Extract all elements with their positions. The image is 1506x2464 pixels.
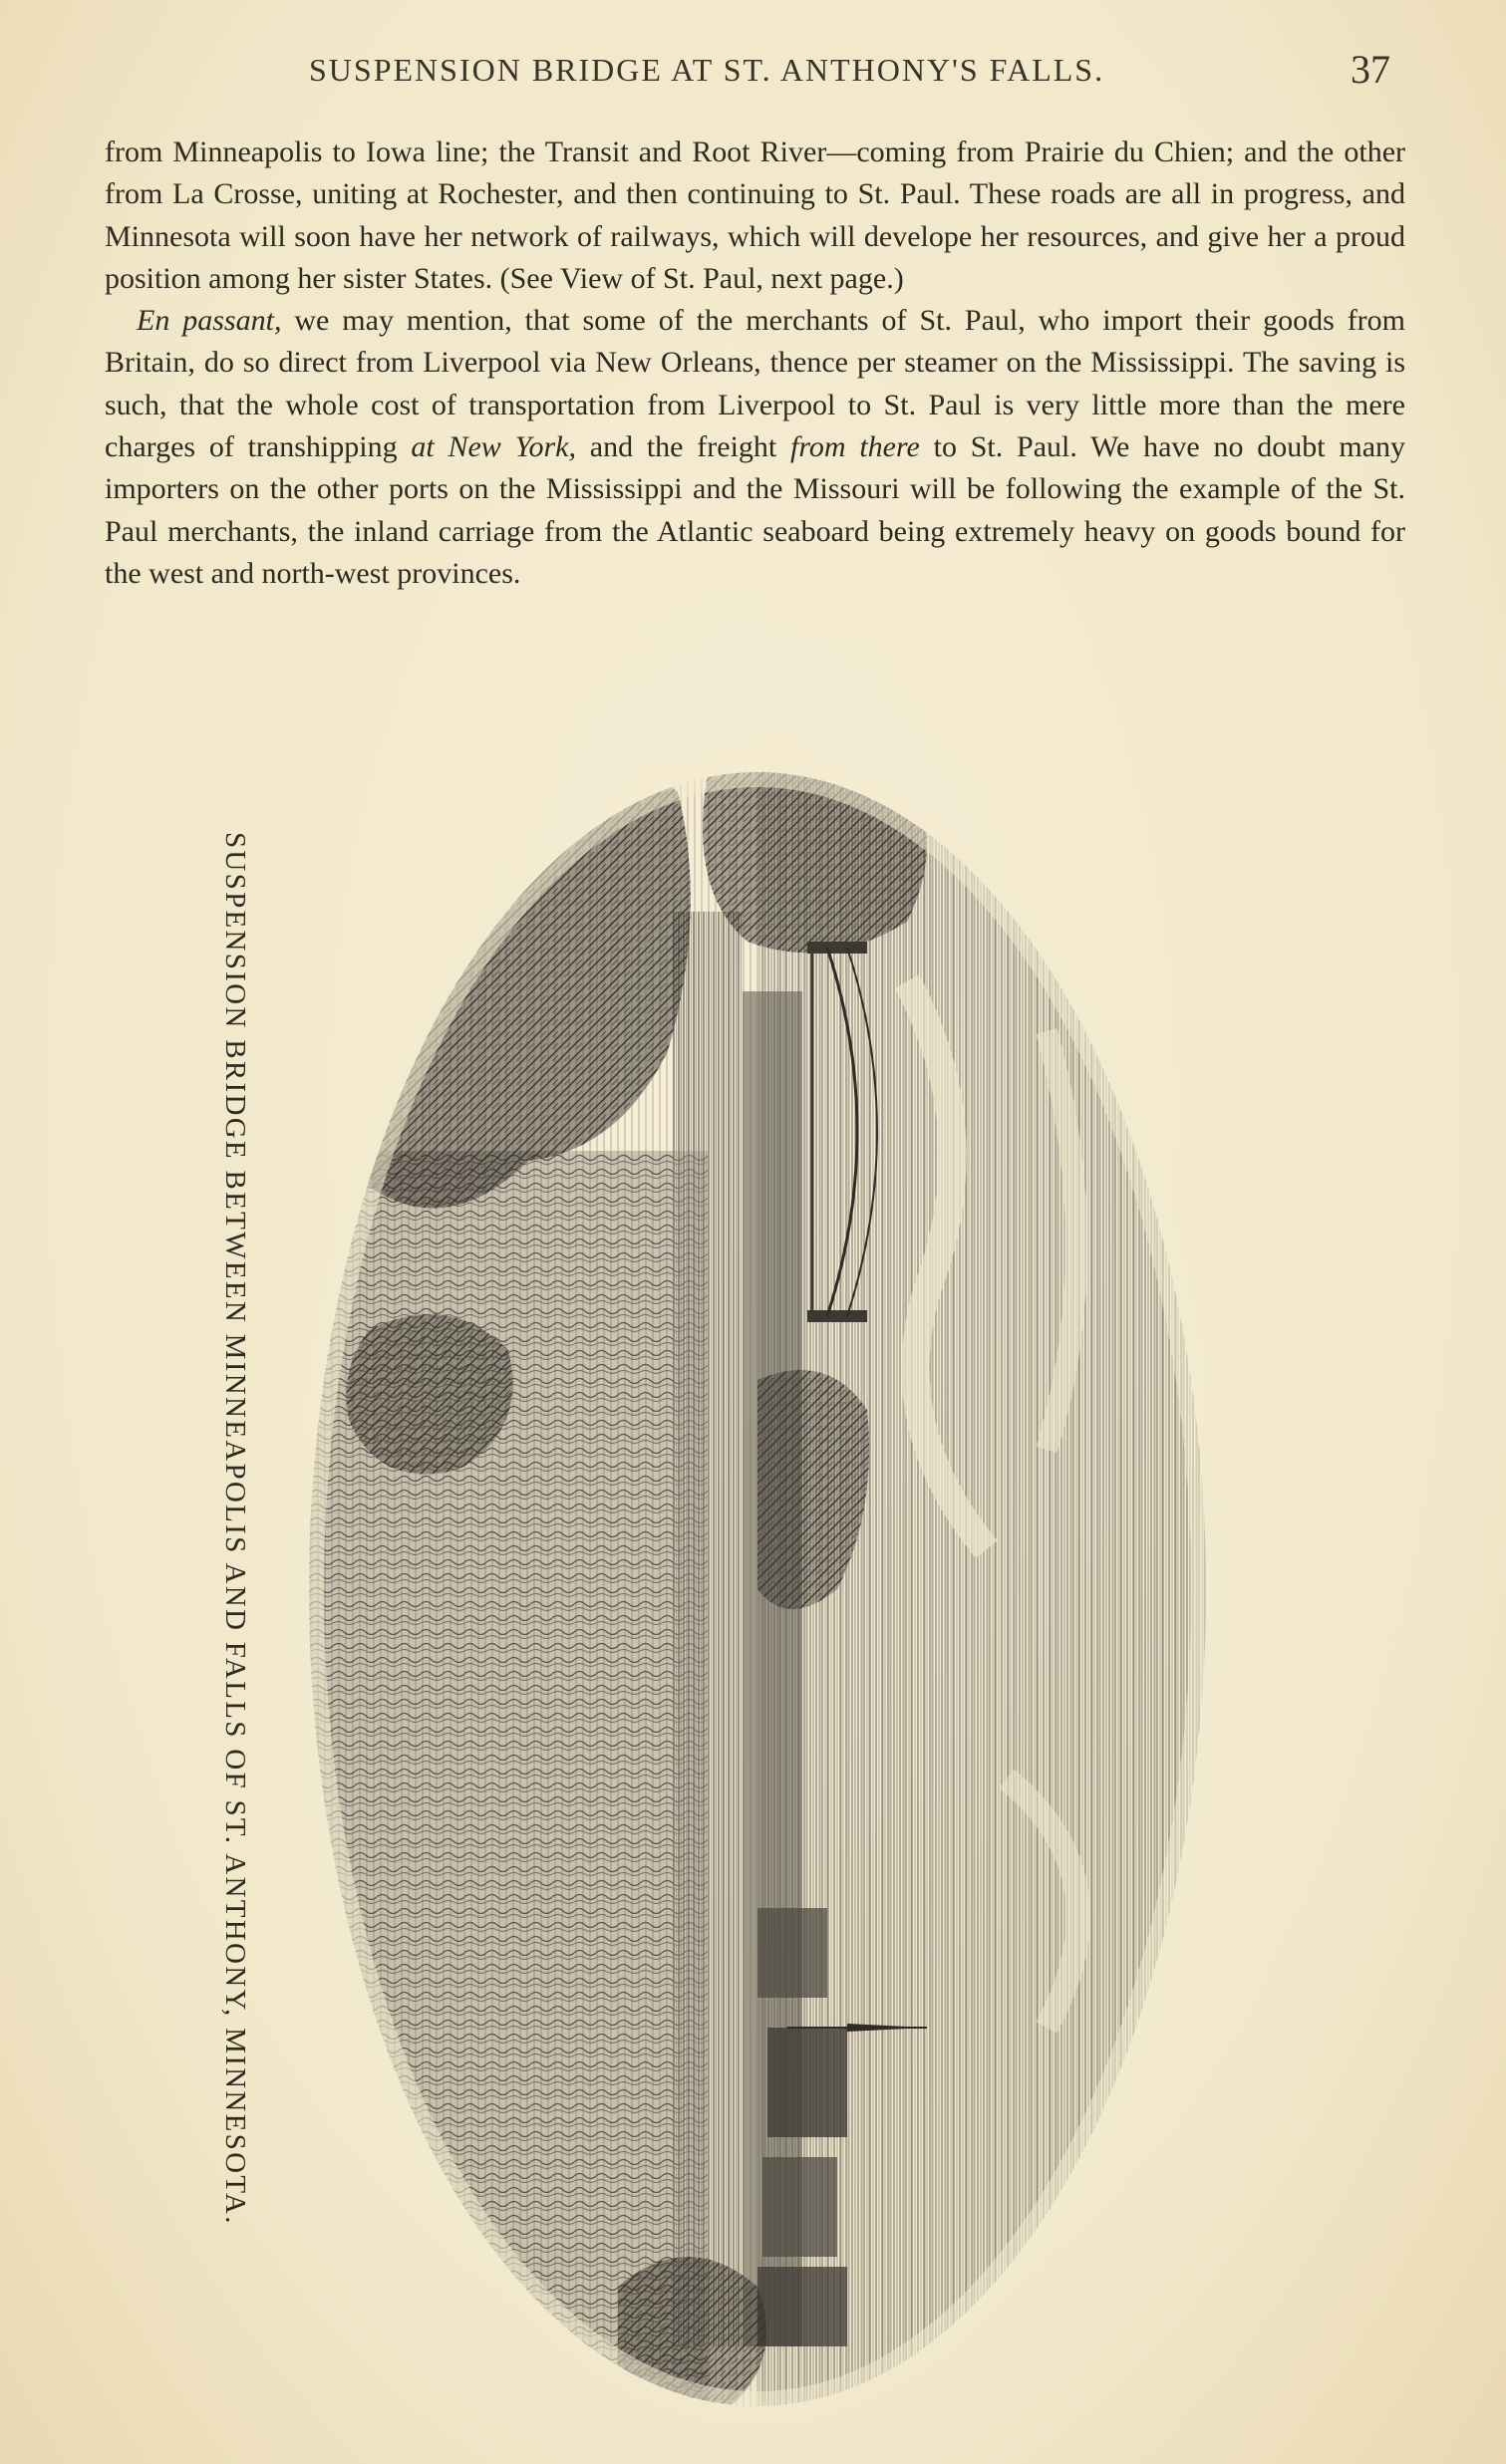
body-text xyxy=(105,132,1405,595)
page-number: 37 xyxy=(1351,47,1390,92)
paragraph-2-lead: En passant, xyxy=(137,304,282,338)
paragraph-2 xyxy=(105,300,1405,595)
running-head: SUSPENSION BRIDGE AT ST. ANTHONY'S FALLS. xyxy=(309,52,1105,88)
illustration-caption: SUSPENSION BRIDGE BETWEEN MINNEAPOLIS AND FALLS OF ST. ANTHONY, MINNESOTA. xyxy=(219,832,251,2226)
illustration-caption-wrapper xyxy=(209,832,261,2386)
paragraph-2-part-b: and the freight xyxy=(576,430,791,464)
paragraph-2-part-c: to St. Paul. We have no doubt many importers on the other ports on the Mississippi and the Missouri will be following the example of the St. Paul merchants, the inland carriage from the Atlantic seaboard being extremely heavy on goods bound for the west and north-west provinces. xyxy=(105,430,1406,590)
paragraph-1: from Minneapolis to Iowa line; the Transit and Root River—coming from Prairie du Chien; and the other from La Crosse, uniting at Rochester, and then continuing to St. Paul. These roads are all in progress, and Minnesota will soon have her network of railways, which will develope her resources, and give her a proud position among her sister States. (See View of St. Paul, next page.) xyxy=(105,136,1405,295)
paragraph-2-emphasis-1: at New York, xyxy=(411,430,576,464)
engraving-svg xyxy=(289,732,1355,2451)
paragraph-2-part-a: we may mention, that some of the merchants of St. Paul, who import their goods from Britain, do so direct from Liverpool via New Orleans, thence per steamer on the Mississippi. The saving is such, that the whole cost of transportation from Liverpool to St. Paul is very little more than the mere charges of transhipping xyxy=(105,304,1406,464)
engraving-illustration xyxy=(289,732,1355,2451)
paragraph-2-emphasis-2: from there xyxy=(790,430,920,464)
